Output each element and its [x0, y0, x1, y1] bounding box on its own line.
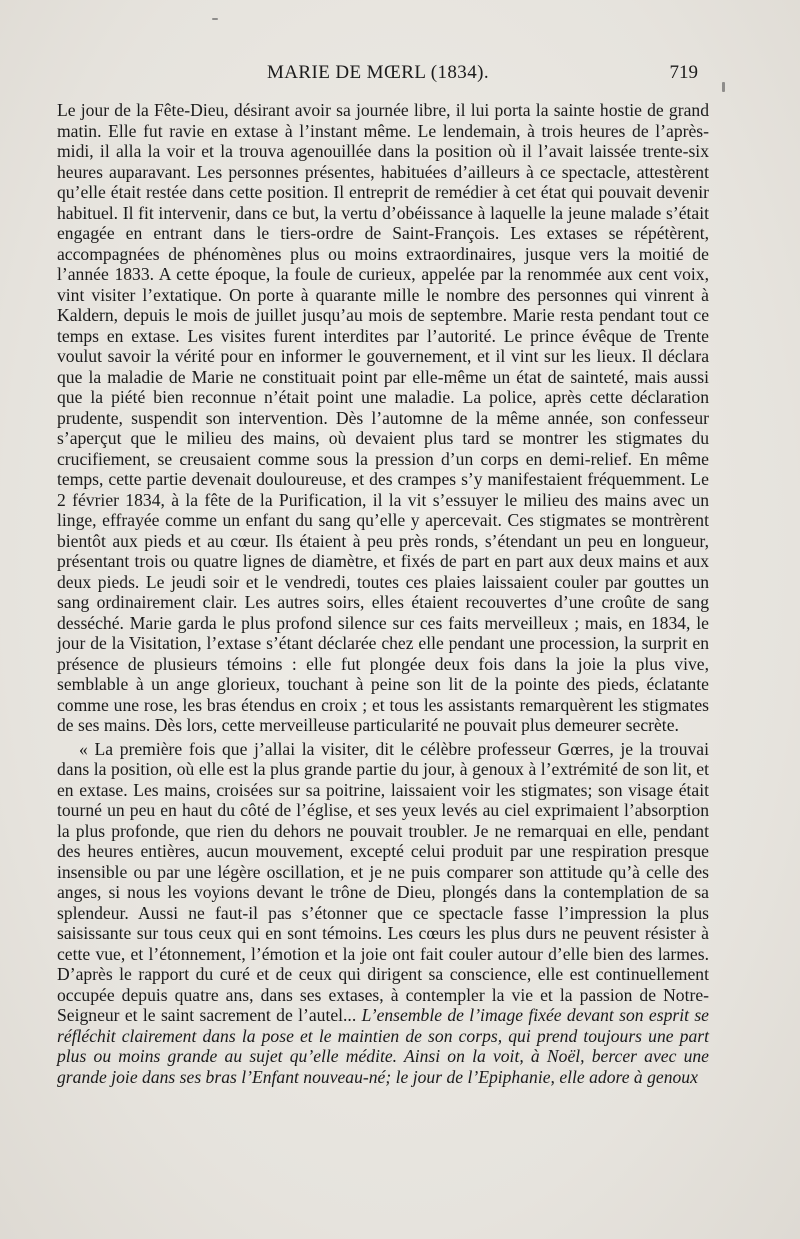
page-header — [58, 62, 698, 86]
margin-speck — [212, 18, 218, 20]
body-text — [57, 100, 709, 1087]
paragraph-1: Le jour de la Fête-Dieu, désirant avoir sa journée libre, il lui porta la sainte hostie de grand matin. Elle fut ravie en extase à l’instant même. Le lendemain, à trois heures de l’après-midi, il alla la voir et la trouva agenouillée dans la position où il l’avait laissée trente-six heures auparavant. Les personnes présentes, habituées d’ailleurs à ce spectacle, attestèrent qu’elle était restée dans cette position. Il entreprit de remédier à cet état qui pouvait devenir habituel. Il fit intervenir, dans ce but, la vertu d’obéissance à laquelle la jeune malade s’était engagée en entrant dans le tiers-ordre de Saint-François. Les extases se répétèrent, accompagnées de phénomènes plus ou moins extraordinaires, jusque vers la moitié de l’année 1833. A cette époque, la foule de curieux, appelée par la renommée aux cent voix, vint visiter l’extatique. On porte à quarante mille le nombre des personnes qui vinrent à Kaldern, depuis le mois de juillet jusqu’au mois de septembre. Marie resta pendant tout ce temps en extase. Les visites furent interdites par l’autorité. Le prince évêque de Trente voulut savoir la vérité pour en informer le gouvernement, et il vint sur les lieux. Il déclara que la maladie de Marie ne constituait point par elle-même un état de sainteté, mais aussi que la piété bien reconnue n’était point une maladie. La police, après cette déclaration prudente, suspendit son intervention. Dès l’automne de la même année, son confesseur s’aperçut que le milieu des mains, où devaient plus tard se montrer les stigmates du crucifiement, se creusaient comme sous la pression d’un corps en demi-relief. En même temps, cette partie devenait douloureuse, et des crampes s’y manifestaient fréquemment. Le 2 février 1834, à la fête de la Purification, il la vit s’essuyer le milieu des mains avec un linge, effrayée comme un enfant du sang qu’elle y apercevait. Ces stigmates se montrèrent bientôt aux pieds et au cœur. Ils étaient à peu près ronds, s’étendant un peu en longueur, présentant trois ou quatre lignes de diamètre, et fixés de part en part aux deux mains et aux deux pieds. Le jeudi soir et le vendredi, toutes ces plaies laissaient couler par gouttes un sang ordinairement clair. Les autres soirs, elles étaient recouvertes d’une croûte de sang desséché. Marie garda le plus profond silence sur ces faits merveilleux ; mais, en 1834, le jour de la Visitation, l’extase s’étant déclarée chez elle pendant une procession, la surprit en présence de plusieurs témoins : elle fut plongée deux fois dans la joie la plus vive, semblable à un ange glorieux, touchant à peine son lit de la pointe des pieds, éclatante comme une rose, les bras étendus en croix ; et tous les assistants remarquèrent les stigmates de ses mains. Dès lors, cette merveilleuse particularité ne pouvait plus demeurer secrète. — [57, 100, 709, 735]
paragraph-2-italic: L’ensemble de l’image fixée devant son esprit se réfléchit clairement dans la pose et le maintien de son corps, qui prend toujours une part plus ou moins grande au sujet qu’elle médite. Ainsi on la voit, à Noël, bercer avec une grande joie dans ses bras l’Enfant nouveau-né; le jour de l’Epiphanie, elle adore à genoux — [57, 1005, 709, 1087]
paragraph-2-roman: « La première fois que j’allai la visiter, dit le célèbre professeur Gœrres, je la trouvai dans la position, où elle est la plus grande partie du jour, à genoux à l’extrémité de son lit, et en extase. Les mains, croisées sur sa poitrine, laissaient voir les stigmates; son visage était tourné un peu en haut du côté de l’église, et ses yeux levés au ciel exprimaient l’absorption la plus profonde, que rien du dehors ne pouvait troubler. Je ne remarquai en elle, pendant des heures entières, aucun mouvement, excepté celui produit par une respiration presque insensible ou par une légère oscillation, et je ne puis comparer son attitude qu’à celle des anges, si nous les voyions devant le trône de Dieu, plongés dans la contemplation de sa splendeur. Aussi ne faut-il pas s’étonner que ce spectacle fasse l’impression la plus saisissante sur tous ceux qui en sont témoins. Les cœurs les plus durs ne peuvent résister à cette vue, et l’étonnement, l’émotion et la joie ont fait couler autour d’elle bien des larmes. D’après le rapport du curé et de ceux qui dirigent sa conscience, elle est continuellement occupée depuis quatre ans, dans ses extases, à contempler la vie et la passion de Notre-Seigneur et le saint sacrement de l’autel... — [57, 738, 709, 1025]
page-number: 719 — [669, 62, 698, 83]
running-title: MARIE DE MŒRL (1834). — [267, 62, 489, 83]
paragraph-2 — [57, 739, 709, 1088]
margin-speck — [722, 82, 725, 92]
